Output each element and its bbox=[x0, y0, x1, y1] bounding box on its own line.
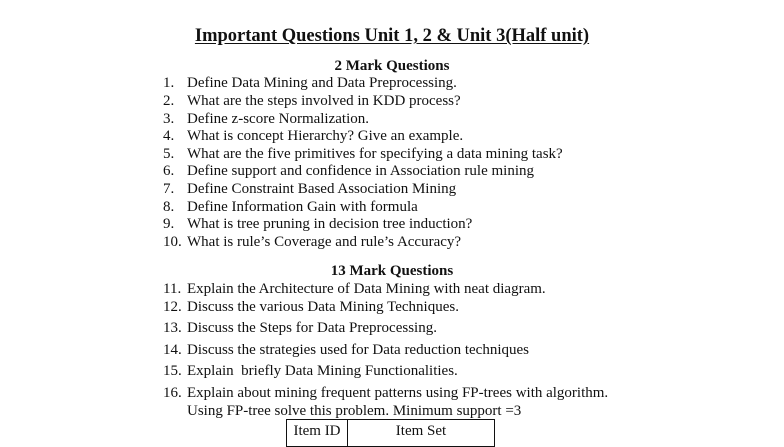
question-text: Define Constraint Based Association Mining bbox=[187, 181, 457, 197]
transaction-table bbox=[286, 419, 495, 447]
question-number: 10. bbox=[163, 234, 182, 250]
question-text: Discuss the Steps for Data Preprocessing. bbox=[187, 320, 437, 336]
section-heading-13-mark: 13 Mark Questions bbox=[330, 263, 454, 279]
page-title: Important Questions Unit 1, 2 & Unit 3(Half unit) bbox=[194, 26, 590, 46]
question-text: Define z-score Normalization. bbox=[187, 111, 369, 127]
question-text: What is tree pruning in decision tree induction? bbox=[187, 216, 473, 232]
question-6 bbox=[163, 162, 534, 180]
question-text: Explain briefly Data Mining Functionalities. bbox=[187, 363, 458, 379]
question-text: What are the five primitives for specifying a data mining task? bbox=[187, 146, 563, 162]
question-11 bbox=[163, 280, 546, 298]
question-number: 2. bbox=[163, 93, 175, 109]
question-16-continuation: Using FP-tree solve this problem. Minimum support =3 bbox=[187, 403, 522, 419]
question-number: 9. bbox=[163, 216, 175, 232]
question-text: Define support and confidence in Association rule mining bbox=[187, 163, 534, 179]
question-3 bbox=[163, 110, 369, 128]
question-4 bbox=[163, 127, 463, 145]
question-number: 12. bbox=[163, 299, 182, 315]
question-number: 13. bbox=[163, 320, 182, 336]
question-text: Define Data Mining and Data Preprocessing. bbox=[187, 75, 457, 91]
question-9 bbox=[163, 215, 472, 233]
question-14 bbox=[163, 341, 529, 359]
question-number: 5. bbox=[163, 146, 175, 162]
question-15 bbox=[163, 362, 458, 380]
table-header-item-set: Item Set bbox=[348, 420, 495, 447]
table-header-row bbox=[287, 420, 495, 447]
question-8 bbox=[163, 198, 418, 216]
question-number: 15. bbox=[163, 363, 182, 379]
question-text: Explain about mining frequent patterns using FP-trees with algorithm. bbox=[187, 385, 609, 401]
question-text: What is rule’s Coverage and rule’s Accuracy? bbox=[187, 234, 462, 250]
question-13 bbox=[163, 319, 437, 337]
question-number: 4. bbox=[163, 128, 175, 144]
question-text: Explain the Architecture of Data Mining with neat diagram. bbox=[187, 281, 546, 297]
question-text: What are the steps involved in KDD process? bbox=[187, 93, 461, 109]
question-number: 11. bbox=[163, 281, 182, 297]
question-text: Define Information Gain with formula bbox=[187, 199, 418, 215]
question-number: 7. bbox=[163, 181, 175, 197]
question-7 bbox=[163, 180, 456, 198]
question-number: 16. bbox=[163, 385, 182, 401]
question-16 bbox=[163, 384, 608, 402]
question-number: 14. bbox=[163, 342, 182, 358]
question-5 bbox=[163, 145, 563, 163]
question-1 bbox=[163, 74, 457, 92]
question-number: 3. bbox=[163, 111, 175, 127]
question-10 bbox=[163, 233, 461, 251]
table-header-item-id: Item ID bbox=[287, 420, 348, 447]
question-2 bbox=[163, 92, 461, 110]
question-number: 1. bbox=[163, 75, 175, 91]
question-number: 8. bbox=[163, 199, 175, 215]
section-heading-2-mark: 2 Mark Questions bbox=[334, 58, 450, 74]
question-text: Discuss the strategies used for Data reduction techniques bbox=[187, 342, 529, 358]
question-text: What is concept Hierarchy? Give an example. bbox=[187, 128, 464, 144]
question-12 bbox=[163, 298, 459, 316]
question-number: 6. bbox=[163, 163, 175, 179]
question-text: Discuss the various Data Mining Techniques. bbox=[187, 299, 459, 315]
